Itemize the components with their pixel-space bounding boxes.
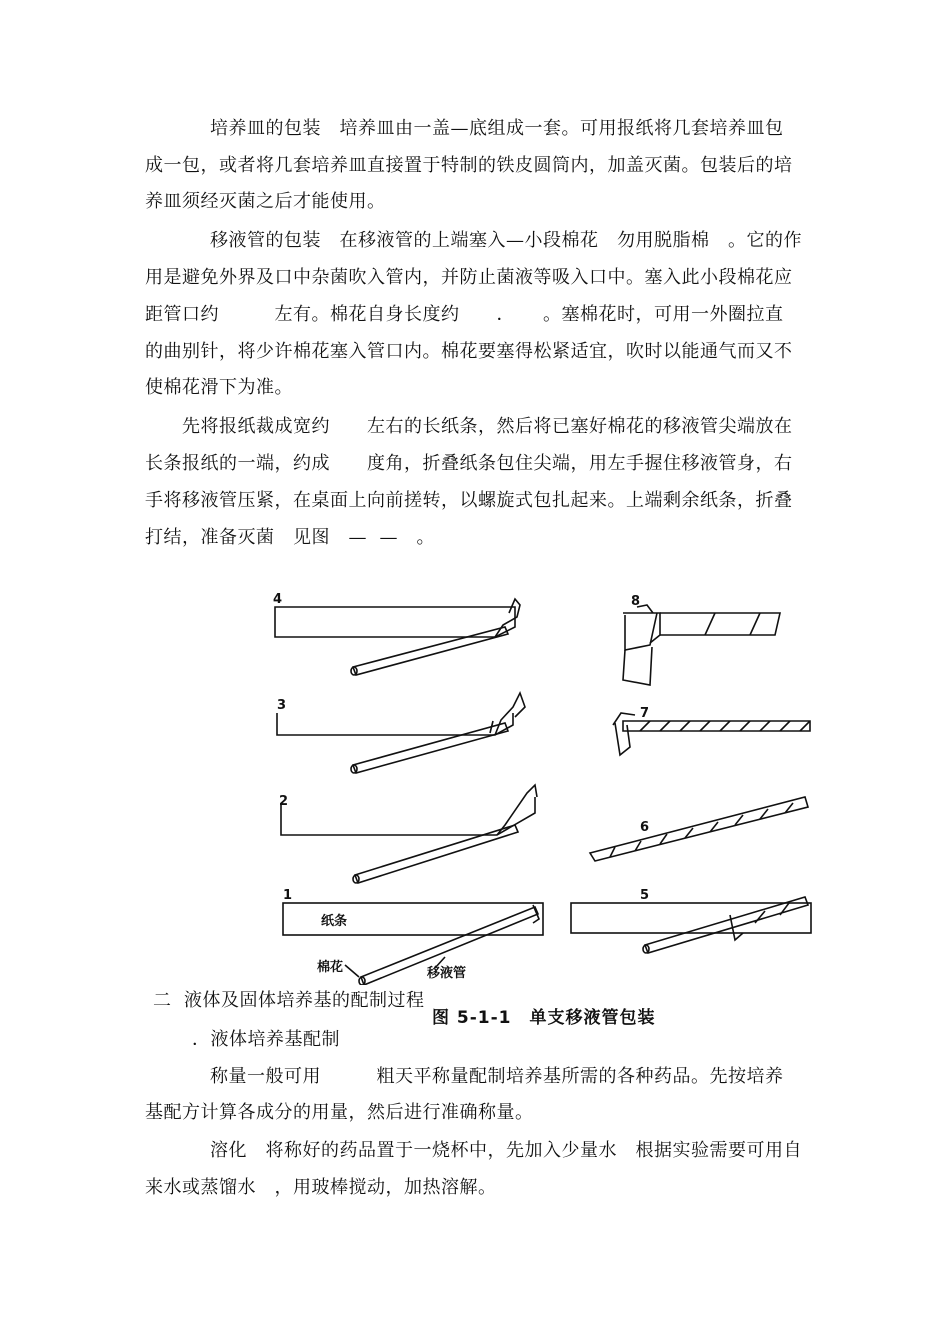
paragraph-3-line-2: 长条报纸的一端，约成 度角，折叠纸条包住尖端，用左手握住移液管身，右 [145,453,793,474]
paragraph-5-line-2: 来水或蒸馏水 ，用玻棒搅动，加热溶解。 [145,1177,497,1198]
step-label-6: 6 [640,820,650,835]
step-8-drawing [623,605,780,685]
paragraph-1-line-1: 培养皿的包装 培养皿由一盖—底组成一套。可用报纸将几套培养皿包 [210,118,784,139]
label-cotton: 棉花 [317,960,344,975]
paragraph-2-line-5: 使棉花滑下为准。 [145,377,293,398]
figure-caption: 图 5-1-1 单支移液管包装 [432,1008,656,1028]
paragraph-1-line-3: 养皿须经灭菌之后才能使用。 [145,191,386,212]
paragraph-2-line-4: 的曲别针，将少许棉花塞入管口内。棉花要塞得松紧适宜，吹时以能通气而又不 [145,341,793,362]
paragraph-4-line-1: 称量一般可用 粗天平称量配制培养基所需的各种药品。先按培养 [210,1066,784,1087]
paragraph-3-line-4: 打结，准备灭菌 见图 — — 。 [145,527,435,548]
step-label-5: 5 [640,888,650,903]
paragraph-1-line-2: 成一包，或者将几套培养皿直接置于特制的铁皮圆筒内，加盖灭菌。包装后的培 [145,155,793,176]
paragraph-2-line-1: 移液管的包装 在移液管的上端塞入—小段棉花 勿用脱脂棉 。它的作 [210,230,802,251]
step-label-3: 3 [277,698,287,713]
step-label-8: 8 [631,594,641,609]
paragraph-4-line-2: 基配方计算各成分的用量，然后进行准确称量。 [145,1102,534,1123]
step-label-4: 4 [273,592,283,607]
step-5-drawing [571,897,811,953]
step-3-drawing [277,693,525,773]
paragraph-3-line-3: 手将移液管压紧，在桌面上向前搓转，以螺旋式包扎起来。上端剩余纸条，折叠 [145,490,793,511]
paragraph-5-line-1: 溶化 将称好的药品置于一烧杯中，先加入少量水 根据实验需要可用自 [210,1140,802,1161]
pipette-wrapping-figure [265,585,825,985]
paragraph-3-line-1: 先将报纸裁成宽约 左右的长纸条，然后将已塞好棉花的移液管尖端放在 [182,416,793,437]
step-label-2: 2 [279,794,289,809]
paragraph-2-line-2: 用是避免外界及口中杂菌吹入管内，并防止菌液等吸入口中。塞入此小段棉花应 [145,267,793,288]
step-label-7: 7 [640,706,650,721]
step-2-drawing [281,785,537,883]
label-pipette: 移液管 [427,966,467,981]
step-6-drawing [590,797,808,861]
subsection-heading: ．液体培养基配制 [192,1029,340,1050]
label-paper: 纸条 [321,914,348,929]
step-label-1: 1 [283,888,293,903]
step-4-drawing [275,599,520,675]
section-heading: 二 液体及固体培养基的配制过程 [153,990,425,1011]
paragraph-2-line-3: 距管口约 左有。棉花自身长度约 ． 。塞棉花时，可用一外圈拉直 [145,304,784,325]
